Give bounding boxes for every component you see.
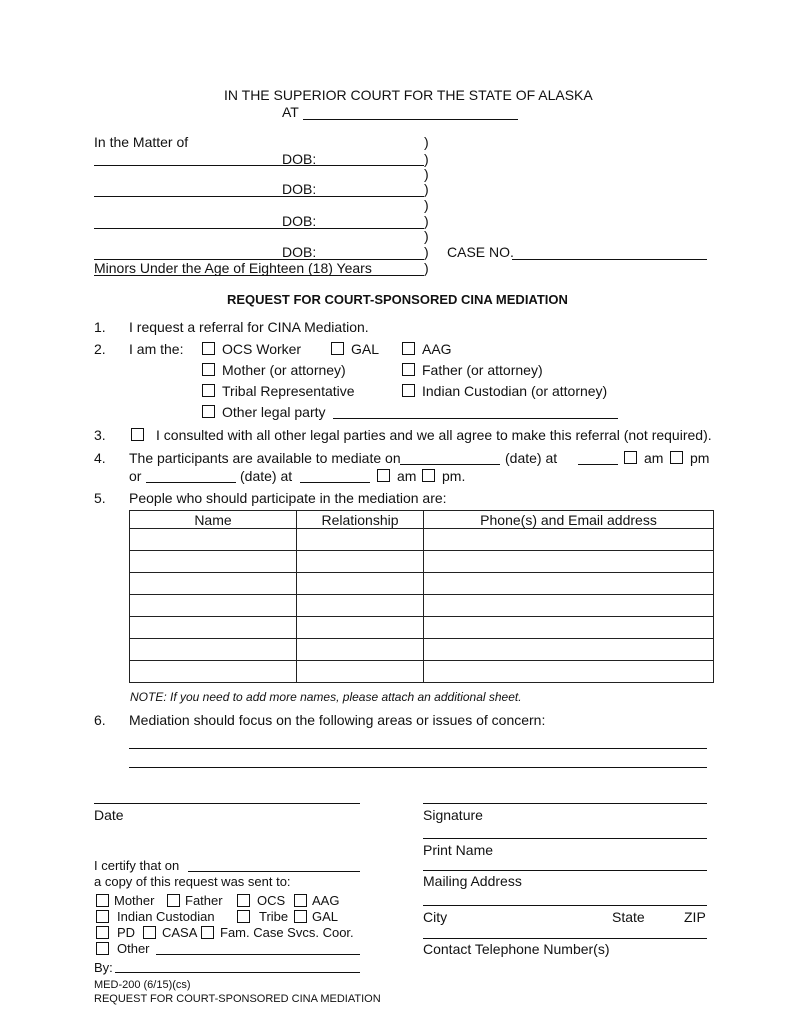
table-header-row (130, 511, 714, 529)
name-cell[interactable] (130, 573, 297, 595)
indian-custodian-checkbox[interactable] (402, 384, 415, 397)
date-at-label: (date) at (505, 450, 558, 466)
paren: ) (424, 181, 429, 197)
name-cell[interactable] (130, 595, 297, 617)
signature-line[interactable] (423, 803, 707, 804)
certify-date-line[interactable] (188, 871, 360, 872)
date-at-label: (date) at (240, 468, 293, 484)
item-2-text: I am the: (129, 341, 184, 357)
ocs-worker-checkbox[interactable] (202, 342, 215, 355)
father-checkbox[interactable] (402, 363, 415, 376)
matter-label: In the Matter of (94, 134, 189, 150)
or-label: or (129, 468, 142, 484)
table-row (130, 529, 714, 551)
cert-aag-label: AAG (312, 893, 340, 908)
item-4-text: The participants are available to mediate on (129, 450, 401, 466)
cert-indian-label: Indian Custodian (117, 909, 215, 924)
paren: ) (424, 228, 429, 244)
gal-label: GAL (351, 341, 380, 357)
consulted-checkbox[interactable] (131, 428, 144, 441)
cert-ocs-checkbox[interactable] (237, 894, 250, 907)
name-cell[interactable] (130, 617, 297, 639)
date-line-2[interactable] (146, 482, 236, 483)
other-party-checkbox[interactable] (202, 405, 215, 418)
table-note: NOTE: If you need to add more names, please attach an additional sheet. (130, 690, 522, 704)
case-no-line[interactable] (512, 259, 707, 260)
cert-gal-label: GAL (312, 909, 339, 924)
name-cell[interactable] (130, 639, 297, 661)
table-row (130, 551, 714, 573)
cert-casa-label: CASA (162, 925, 198, 940)
table-row (130, 595, 714, 617)
certify-sent-label: a copy of this request was sent to: (94, 874, 291, 889)
item-number: 1. (94, 319, 106, 335)
item-6-text: Mediation should focus on the following areas or issues of concern: (129, 712, 546, 728)
dob-label: DOB: (282, 244, 317, 260)
paren: ) (424, 260, 429, 276)
contact-cell[interactable] (424, 639, 714, 661)
paren: ) (424, 151, 429, 167)
other-party-label: Other legal party (222, 404, 326, 420)
concerns-line-2[interactable] (129, 767, 707, 768)
item-1-text: I request a referral for CINA Mediation. (129, 319, 369, 335)
paren: ) (424, 197, 429, 213)
relationship-cell[interactable] (297, 661, 424, 683)
certify-label: I certify that on (94, 858, 180, 873)
city-line[interactable] (423, 905, 707, 906)
print-name-line[interactable] (423, 838, 707, 839)
form-id: MED-200 (6/15)(cs) (94, 979, 191, 991)
date-line-1[interactable] (400, 464, 500, 465)
name-cell[interactable] (130, 529, 297, 551)
relationship-cell[interactable] (297, 617, 424, 639)
time-line-2[interactable] (300, 482, 370, 483)
item-number: 3. (94, 427, 106, 443)
participants-table (129, 510, 714, 683)
by-label: By: (94, 960, 113, 975)
phone-line[interactable] (423, 938, 707, 939)
item-number: 2. (94, 341, 106, 357)
cert-casa-checkbox[interactable] (143, 926, 156, 939)
pm-checkbox-1[interactable] (670, 451, 683, 464)
cert-father-checkbox[interactable] (167, 894, 180, 907)
court-heading: IN THE SUPERIOR COURT FOR THE STATE OF ALASKA (224, 87, 593, 103)
cert-indian-checkbox[interactable] (96, 910, 109, 923)
pm-label: pm. (442, 468, 466, 484)
by-line[interactable] (115, 972, 360, 973)
cert-pd-checkbox[interactable] (96, 926, 109, 939)
dob-label: DOB: (282, 213, 317, 229)
concerns-line-1[interactable] (129, 748, 707, 749)
date-signature-line[interactable] (94, 803, 360, 804)
state-label: State (612, 909, 645, 925)
pm-checkbox-2[interactable] (422, 469, 435, 482)
minors-underline (94, 275, 424, 276)
cert-mother-label: Mother (114, 893, 155, 908)
relationship-cell[interactable] (297, 639, 424, 661)
cert-other-line[interactable] (156, 954, 360, 955)
mother-label: Mother (or attorney) (222, 362, 346, 378)
contact-cell[interactable] (424, 617, 714, 639)
time-line-1[interactable] (578, 464, 618, 465)
relationship-cell[interactable] (297, 529, 424, 551)
item-number: 5. (94, 490, 106, 506)
at-line[interactable] (303, 119, 518, 120)
am-label: am (397, 468, 417, 484)
name-cell[interactable] (130, 661, 297, 683)
name-cell[interactable] (130, 551, 297, 573)
minors-label: Minors Under the Age of Eighteen (18) Years (94, 260, 372, 276)
table-row (130, 661, 714, 683)
cert-other-label: Other (117, 941, 150, 956)
mother-checkbox[interactable] (202, 363, 215, 376)
other-party-line[interactable] (333, 418, 618, 419)
col-header-name: Name (130, 511, 297, 529)
col-header-contact: Phone(s) and Email address (424, 511, 714, 529)
paren: ) (424, 134, 429, 150)
print-name-label: Print Name (423, 842, 494, 858)
table-row (130, 573, 714, 595)
cert-tribe-label: Tribe (259, 909, 289, 924)
cert-fcsc-label: Fam. Case Svcs. Coor. (220, 925, 354, 940)
table-row (130, 617, 714, 639)
paren: ) (424, 166, 429, 182)
father-label: Father (or attorney) (422, 362, 543, 378)
cert-ocs-label: OCS (257, 893, 286, 908)
cert-fcsc-checkbox[interactable] (201, 926, 214, 939)
ocs-worker-label: OCS Worker (222, 341, 302, 357)
am-checkbox-1[interactable] (624, 451, 637, 464)
minor-name-line-1[interactable] (94, 165, 424, 166)
contact-cell[interactable] (424, 595, 714, 617)
contact-cell[interactable] (424, 551, 714, 573)
cert-father-label: Father (185, 893, 223, 908)
contact-cell[interactable] (424, 529, 714, 551)
phone-label: Contact Telephone Number(s) (423, 941, 610, 957)
form-title: REQUEST FOR COURT-SPONSORED CINA MEDIATION (227, 292, 568, 307)
cert-aag-checkbox[interactable] (294, 894, 307, 907)
indian-custodian-label: Indian Custodian (or attorney) (422, 383, 608, 399)
item-number: 4. (94, 450, 106, 466)
paren: ) (424, 244, 429, 260)
cert-tribe-checkbox[interactable] (237, 910, 250, 923)
cert-other-checkbox[interactable] (96, 942, 109, 955)
item-3-text: I consulted with all other legal parties and we all agree to make this referral (not required). (156, 427, 712, 443)
contact-cell[interactable] (424, 661, 714, 683)
relationship-cell[interactable] (297, 595, 424, 617)
table-row (130, 639, 714, 661)
relationship-cell[interactable] (297, 573, 424, 595)
contact-cell[interactable] (424, 573, 714, 595)
city-label: City (423, 909, 448, 925)
pm-label: pm (690, 450, 710, 466)
item-number: 6. (94, 712, 106, 728)
aag-label: AAG (422, 341, 452, 357)
aag-checkbox[interactable] (402, 342, 415, 355)
paren: ) (424, 213, 429, 229)
cert-mother-checkbox[interactable] (96, 894, 109, 907)
cert-gal-checkbox[interactable] (294, 910, 307, 923)
col-header-relationship: Relationship (297, 511, 424, 529)
footer-form-title: REQUEST FOR COURT-SPONSORED CINA MEDIATION (94, 993, 381, 1005)
am-label: am (644, 450, 664, 466)
dob-label: DOB: (282, 151, 317, 167)
tribal-rep-label: Tribal Representative (222, 383, 355, 399)
signature-label: Signature (423, 807, 483, 823)
relationship-cell[interactable] (297, 551, 424, 573)
cert-pd-label: PD (117, 925, 136, 940)
minor-name-line-2[interactable] (94, 196, 424, 197)
am-checkbox-2[interactable] (377, 469, 390, 482)
at-label: AT (282, 104, 299, 120)
mailing-label: Mailing Address (423, 873, 522, 889)
tribal-rep-checkbox[interactable] (202, 384, 215, 397)
mailing-line[interactable] (423, 870, 707, 871)
dob-label: DOB: (282, 181, 317, 197)
case-no-label: CASE NO. (447, 244, 514, 260)
date-label: Date (94, 807, 124, 823)
minor-name-line-3[interactable] (94, 228, 424, 229)
zip-label: ZIP (684, 909, 706, 925)
item-5-text: People who should participate in the mediation are: (129, 490, 447, 506)
gal-checkbox[interactable] (331, 342, 344, 355)
